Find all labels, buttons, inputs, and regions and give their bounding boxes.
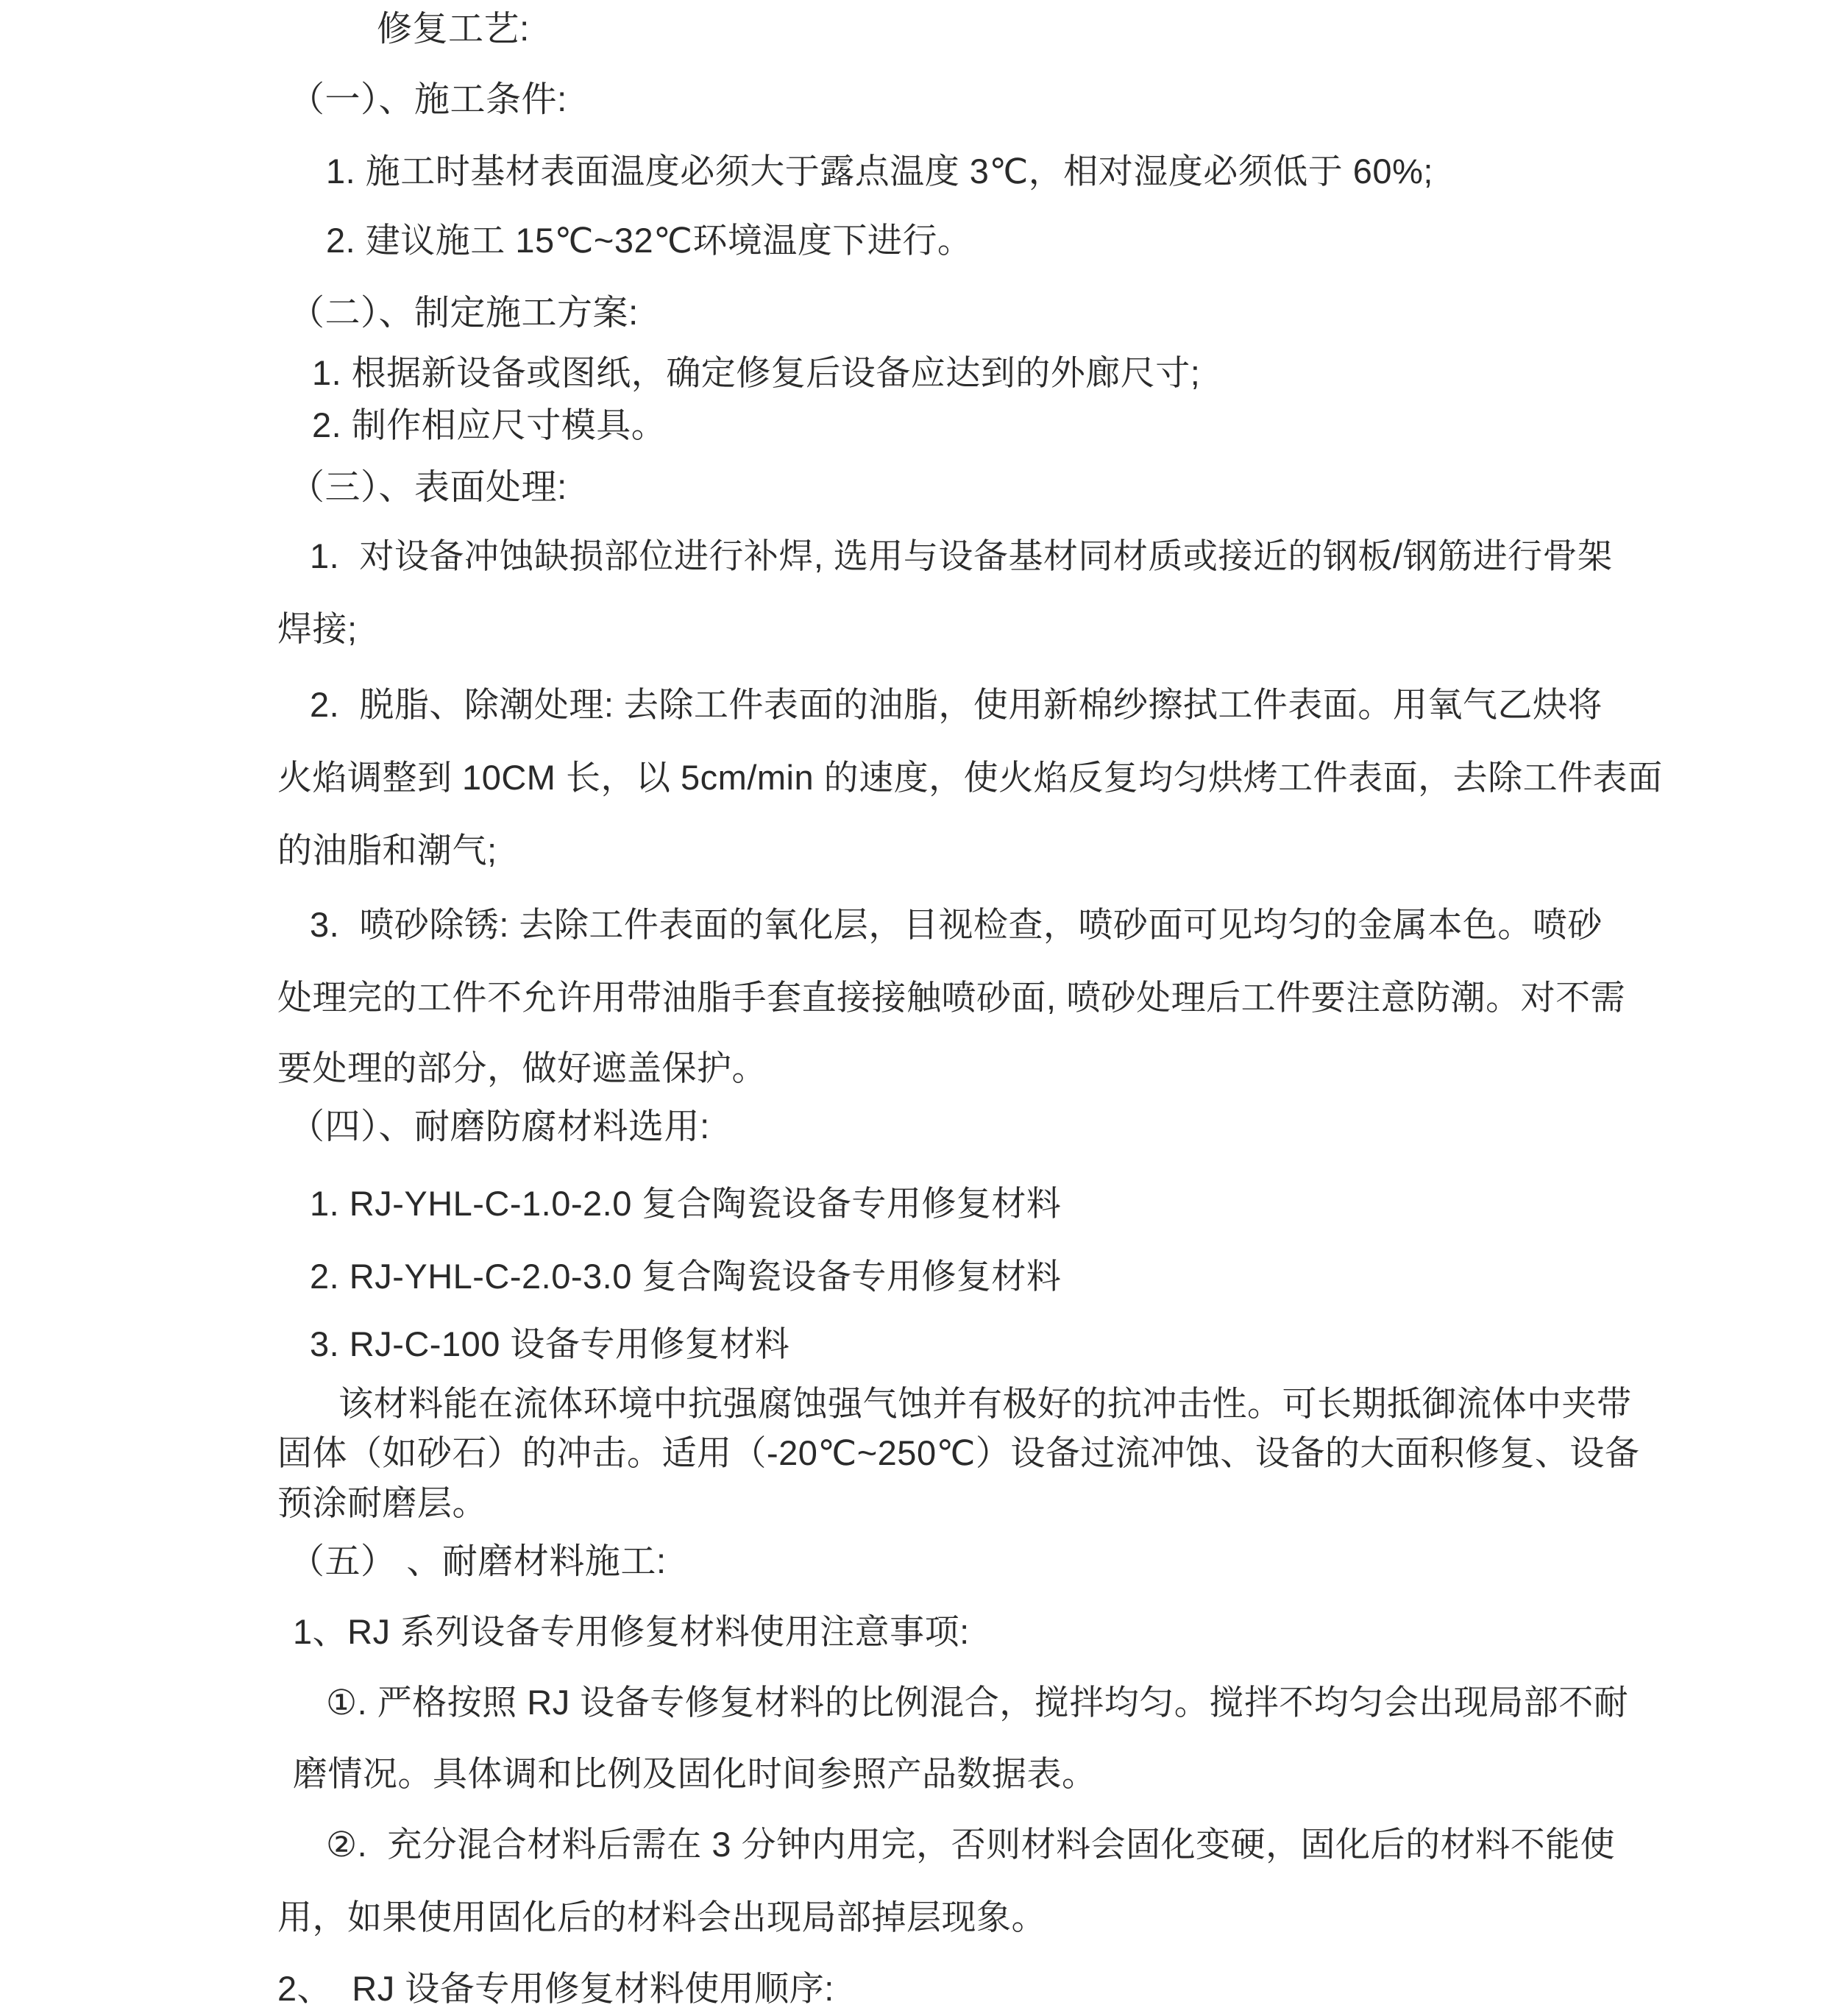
doc-line: 3. 喷砂除锈: 去除工件表面的氧化层，目视检查，喷砂面可见均匀的金属本色。喷砂 xyxy=(310,905,1603,944)
section-heading: （一）、施工条件: xyxy=(289,80,567,119)
doc-line: 1. RJ-YHL-C-1.0-2.0 复合陶瓷设备专用修复材料 xyxy=(310,1184,1062,1223)
doc-line: 用，如果使用固化后的材料会出现局部掉层现象。 xyxy=(277,1898,1046,1937)
doc-line: 2. 脱脂、除潮处理: 去除工件表面的油脂，使用新棉纱擦拭工件表面。用氧气乙炔将 xyxy=(310,685,1603,724)
doc-line: 处理完的工件不允许用带油脂手套直接接触喷砂面, 喷砂处理后工件要注意防潮。对不需 xyxy=(277,978,1626,1017)
doc-line: 1、RJ 系列设备专用修复材料使用注意事项: xyxy=(293,1612,970,1651)
doc-line: 1. 施工时基材表面温度必须大于露点温度 3℃，相对湿度必须低于 60%; xyxy=(326,152,1433,191)
doc-line: 1. 对设备冲蚀缺损部位进行补焊, 选用与设备基材同材质或接近的钢板/钢筋进行骨架 xyxy=(310,536,1613,575)
doc-line: 要处理的部分，做好遮盖保护。 xyxy=(277,1048,767,1087)
doc-line: 2. 建议施工 15℃~32℃环境温度下进行。 xyxy=(326,221,973,260)
doc-line: 3. RJ-C-100 设备专用修复材料 xyxy=(310,1324,790,1363)
section-heading: （四）、耐磨防腐材料选用: xyxy=(289,1107,710,1146)
section-heading: （二）、制定施工方案: xyxy=(289,294,639,333)
doc-line: 该材料能在流体环境中抗强腐蚀强气蚀并有极好的抗冲击性。可长期抵御流体中夹带 xyxy=(338,1384,1632,1423)
doc-line: 预涂耐磨层。 xyxy=(277,1483,487,1522)
doc-line: 焊接; xyxy=(277,609,358,648)
doc-line: 火焰调整到 10CM 长，以 5cm/min 的速度，使火焰反复均匀烘烤工件表面，去除工件表面 xyxy=(277,758,1663,797)
doc-line: 磨情况。具体调和比例及固化时间参照产品数据表。 xyxy=(293,1754,1097,1793)
doc-line: 2. RJ-YHL-C-2.0-3.0 复合陶瓷设备专用修复材料 xyxy=(310,1257,1062,1296)
doc-line: 2. 制作相应尺寸模具。 xyxy=(312,405,667,444)
doc-line: 1. 根据新设备或图纸，确定修复后设备应达到的外廊尺寸; xyxy=(312,353,1201,392)
doc-line: ①. 严格按照 RJ 设备专修复材料的比例混合，搅拌均匀。搅拌不均匀会出现局部不耐 xyxy=(326,1683,1629,1722)
doc-line: 固体（如砂石）的冲击。适用（-20℃~250℃）设备过流冲蚀、设备的大面积修复、设备 xyxy=(277,1433,1640,1472)
doc-line: 2、 RJ 设备专用修复材料使用顺序: xyxy=(277,1969,834,2008)
page-title: 修复工艺: xyxy=(377,10,530,49)
section-heading: （三）、表面处理: xyxy=(289,468,567,507)
doc-line: 的油脂和潮气; xyxy=(277,831,497,870)
section-heading: （五） 、耐磨材料施工: xyxy=(289,1542,667,1581)
doc-line: ②. 充分混合材料后需在 3 分钟内用完，否则材料会固化变硬，固化后的材料不能使 xyxy=(326,1825,1616,1864)
